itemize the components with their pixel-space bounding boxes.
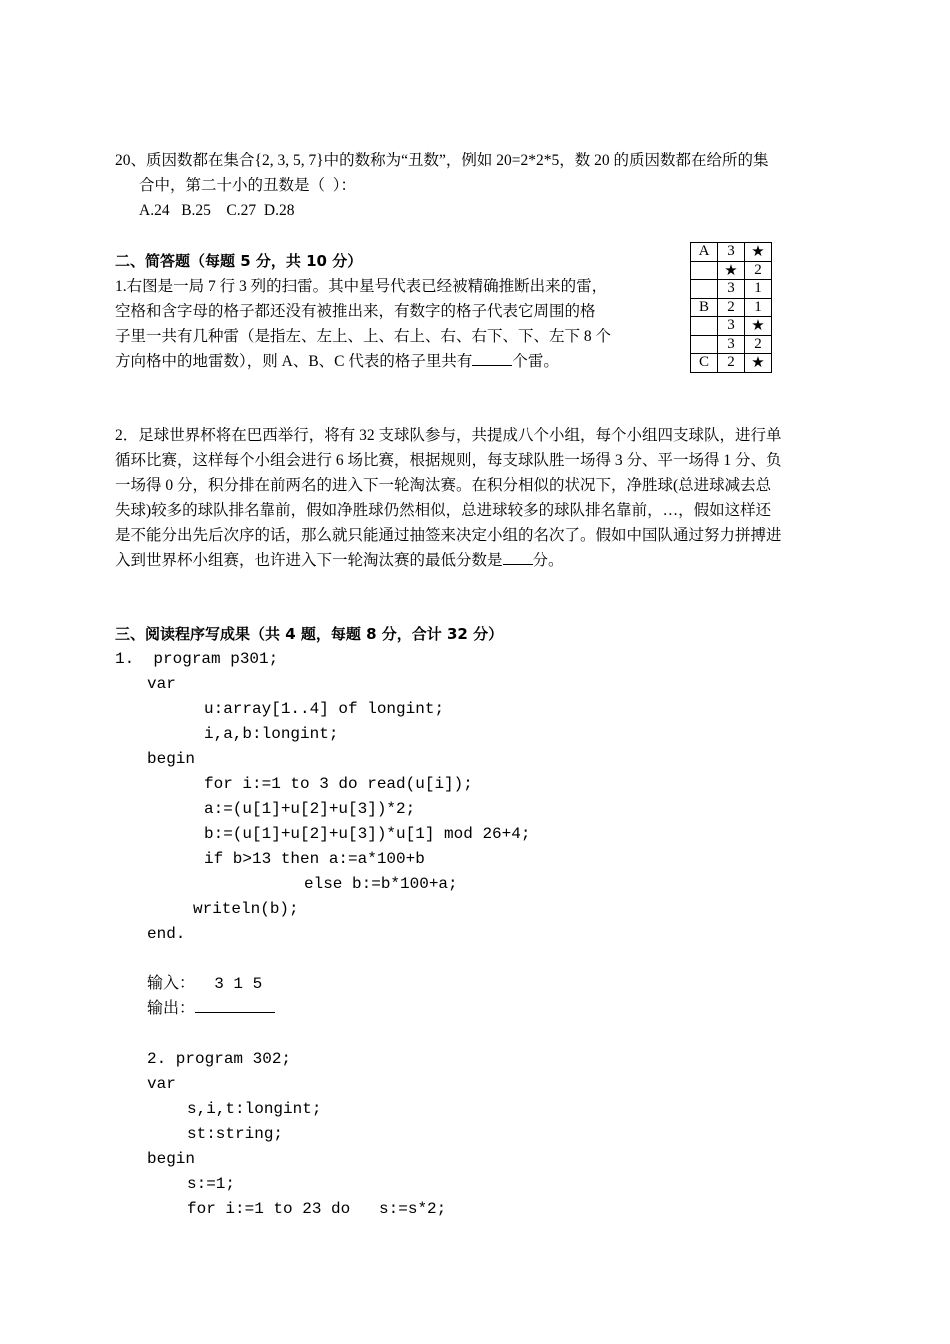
- grid-cell: B: [691, 298, 718, 317]
- q20-options: A.24 B.25 C.27 D.28: [139, 202, 295, 219]
- grid-cell: 3: [718, 317, 745, 336]
- p2-title: 2. program 302;: [147, 1050, 292, 1068]
- grid-row: [691, 317, 772, 336]
- s2-q2-line-4: 失球)较多的球队排名靠前，假如净胜球仍然相似，总进球较多的球队排名靠前，…，假如这样还: [115, 502, 772, 519]
- s2-q2-line-5: 是不能分出先后次序的话，那么就只能通过抽签来决定小组的名次了。假如中国队通过努力拼搏进: [115, 527, 782, 544]
- code-line: a:=(u[1]+u[2]+u[3])*2;: [204, 800, 416, 818]
- s2-q1-line-3: 子里一共有几种雷（是指左、左上、上、右上、右、右下、下、左下 8 个: [115, 328, 612, 345]
- s2-q1-line-4-text: 方向格中的地雷数），则 A、B、C 代表的格子里共有: [115, 353, 473, 370]
- code-line: for i:=1 to 23 do s:=s*2;: [187, 1200, 447, 1218]
- grid-cell: 3: [718, 243, 745, 262]
- code-line: i,a,b:longint;: [204, 725, 339, 743]
- section2-heading: 二、简答题（每题 5 分，共 10 分）: [115, 252, 363, 270]
- code-line: st:string;: [187, 1125, 284, 1143]
- grid-cell: ★: [745, 354, 772, 373]
- grid-cell: 2: [745, 335, 772, 354]
- grid-row: [691, 298, 772, 317]
- code-line: var: [147, 675, 176, 693]
- s2-q2-line-6: [115, 548, 564, 573]
- grid-row: [691, 243, 772, 262]
- grid-cell: 3: [718, 335, 745, 354]
- s2-q1-line-4-tail: 个雷。: [512, 353, 559, 370]
- answer-blank[interactable]: [503, 564, 533, 565]
- grid-cell: 1: [745, 280, 772, 299]
- q20-line-2: 合中，第二十小的丑数是（ ）：: [139, 177, 357, 194]
- grid-cell: ★: [718, 261, 745, 280]
- grid-cell: A: [691, 243, 718, 262]
- s2-q2-line-6-tail: 分。: [532, 552, 564, 569]
- grid-cell: [691, 335, 718, 354]
- s2-q2-line-1: 2．足球世界杯将在巴西举行，将有 32 支球队参与，共提成八个小组，每个小组四支球队，进行单: [115, 427, 782, 444]
- p1-output-label: 输出：: [147, 1000, 196, 1018]
- answer-blank[interactable]: [472, 365, 512, 366]
- code-line: else b:=b*100+a;: [304, 875, 458, 893]
- code-line: b:=(u[1]+u[2]+u[3])*u[1] mod 26+4;: [204, 825, 531, 843]
- grid-cell: ★: [745, 243, 772, 262]
- code-line: begin: [147, 750, 196, 768]
- s2-q2-line-6-text: 入到世界杯小组赛，也许进入下一轮淘汰赛的最低分数是: [115, 552, 503, 569]
- grid-cell: C: [691, 354, 718, 373]
- s2-q1-line-4: [115, 349, 559, 374]
- grid-cell: ★: [745, 317, 772, 336]
- code-line: if b>13 then a:=a*100+b: [204, 850, 425, 868]
- code-line: for i:=1 to 3 do read(u[i]);: [204, 775, 473, 793]
- s2-q2-line-2: 循环比赛，这样每个小组会进行 6 场比赛，根据规则，每支球队胜一场得 3 分、平一场得 1 分、负: [115, 452, 782, 469]
- grid-cell: 2: [745, 261, 772, 280]
- grid-row: [691, 280, 772, 299]
- answer-blank[interactable]: [195, 1012, 275, 1013]
- s2-q1-line-1: 1.右图是一局 7 行 3 列的扫雷。其中星号代表已经被精确推断出来的雷，: [115, 278, 608, 295]
- code-line: s,i,t:longint;: [187, 1100, 322, 1118]
- grid-cell: [691, 280, 718, 299]
- minesweeper-grid: [690, 242, 772, 373]
- code-line: var: [147, 1075, 176, 1093]
- grid-cell: 2: [718, 354, 745, 373]
- grid-cell: 1: [745, 298, 772, 317]
- grid-cell: 3: [718, 280, 745, 299]
- section3-heading: 三、阅读程序写成果（共 4 题，每题 8 分，合计 32 分）: [115, 625, 504, 643]
- s2-q2-line-3: 一场得 0 分，积分排在前两名的进入下一轮淘汰赛。在积分相似的状况下，净胜球(总进球减去总: [115, 477, 772, 494]
- code-line: writeln(b);: [193, 900, 299, 918]
- code-line: begin: [147, 1150, 196, 1168]
- grid-cell: [691, 317, 718, 336]
- grid-row: [691, 335, 772, 354]
- q20-line-1: 20、质因数都在集合{2, 3, 5, 7}中的数称为“丑数”，例如 20=2*2*5，数 20 的质因数都在给所的集: [115, 152, 769, 169]
- code-line: end.: [147, 925, 186, 943]
- s2-q1-line-2: 空格和含字母的格子都还没有被推出来，有数字的格子代表它周围的格: [115, 303, 596, 320]
- code-line: s:=1;: [187, 1175, 236, 1193]
- grid-row: [691, 261, 772, 280]
- p1-input: 输入： 3 1 5: [147, 975, 263, 993]
- p1-output: [147, 997, 275, 1022]
- grid-cell: 2: [718, 298, 745, 317]
- code-line: u:array[1..4] of longint;: [204, 700, 445, 718]
- grid-cell: [691, 261, 718, 280]
- grid-row: [691, 354, 772, 373]
- p1-title: 1. program p301;: [115, 650, 279, 668]
